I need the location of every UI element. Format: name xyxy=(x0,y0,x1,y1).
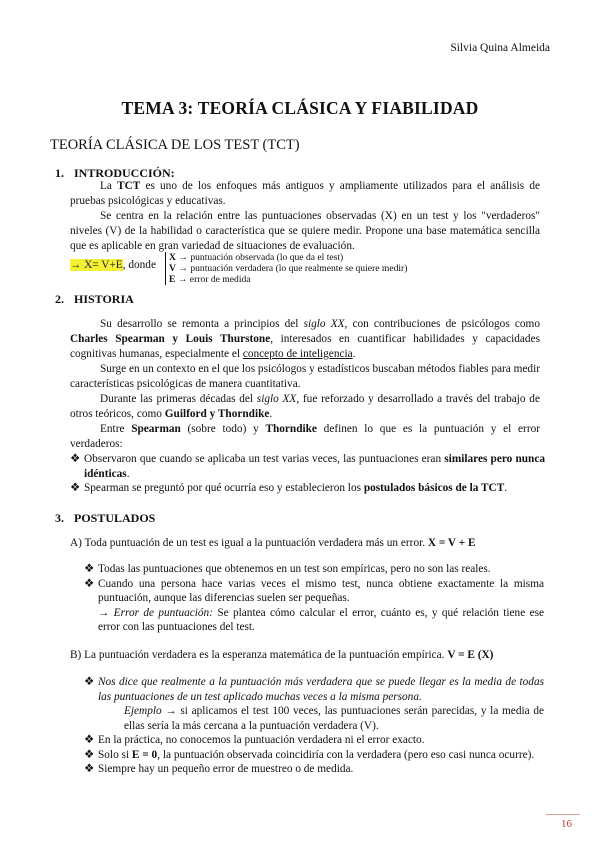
postulado-a: A) Toda puntuación de un test es igual a la puntuación verdadera más un error. X = V + E xyxy=(70,537,476,549)
diamond-bullet-icon: ❖ xyxy=(84,563,95,575)
names-spearman-thurstone: Charles Spearman y Louis Thurstone xyxy=(70,333,271,345)
section-heading-postulados xyxy=(55,511,155,526)
section-heading-text: HISTORIA xyxy=(74,292,134,306)
list-item: ❖ Siempre hay un pequeño error de muestreo o de medida. xyxy=(84,763,354,775)
page-number-rule xyxy=(546,814,580,815)
highlighted-formula: → X= V+E xyxy=(70,259,123,271)
historia-bullet-list xyxy=(70,452,545,496)
diamond-bullet-icon: ❖ xyxy=(84,748,95,761)
page-number: 16 xyxy=(561,818,572,830)
list-item: ❖ Cuando una persona hace varias veces el mismo test, nunca obtiene exactamente la misma puntuación, aunque las diferencias suelen ser pequeñas. xyxy=(84,577,544,604)
section-number: 1. xyxy=(55,166,64,180)
section-heading-text: INTRODUCCIÓN: xyxy=(74,166,175,180)
section-heading-text: POSTULADOS xyxy=(74,511,156,525)
postulado-a-bullets xyxy=(84,562,544,635)
list-item: ❖ Observaron que cuando se aplicaba un test varias veces, las puntuaciones eran similares pero nunca idénticas. xyxy=(70,453,545,480)
list-item: ❖ Spearman se preguntó por qué ocurría eso y establecieron los postulados básicos de la TCT. xyxy=(70,482,508,494)
diamond-bullet-icon: ❖ xyxy=(84,577,95,590)
section-number: 3. xyxy=(55,511,64,525)
diamond-bullet-icon: ❖ xyxy=(70,482,81,494)
list-item: ❖ En la práctica, no conocemos la puntuación verdadera ni el error exacto. xyxy=(84,734,425,746)
page-title: TEMA 3: TEORÍA CLÁSICA Y FIABILIDAD xyxy=(121,98,479,118)
list-item: → Error de puntuación: Se plantea cómo calcular el error, cuánto es, y qué relación tiene ese error con las puntuaciones del test. xyxy=(98,606,544,633)
diamond-bullet-icon: ❖ xyxy=(84,676,95,688)
paragraph-historia-4: Entre Spearman (sobre todo) y Thorndike definen lo que es la puntuación y el error verdaderos: xyxy=(70,423,540,450)
paragraph-historia-1: Su desarrollo se remonta a principios del siglo XX, con contribuciones de psicólogos como Charles Spearman y Louis Thurstone, interesados en cuantificar habilidades y capacidades cognitivas humanas, especialmente el concepto de inteligencia. xyxy=(70,318,540,360)
list-item-example: Ejemplo → si aplicamos el test 100 veces, las puntuaciones serán parecidas, y la media de ellas sería la más cercana a la puntuación verdadera (V). xyxy=(124,705,544,732)
paragraph-historia-2: Surge en un contexto en el que los psicólogos y estadísticos buscaban métodos fiables para medir características psicológicas de manera cuantitativa. xyxy=(70,363,540,390)
formula-line: → X= V+E, donde xyxy=(70,259,156,271)
diamond-bullet-icon: ❖ xyxy=(70,453,81,465)
definition-x: X → puntuación observada (lo que da el test) xyxy=(169,252,344,263)
section-heading-historia xyxy=(55,292,134,307)
list-item: ❖ Solo si E = 0, la puntuación observada coincidiría con la verdadera (pero eso casi nunca ocurre). xyxy=(84,748,535,761)
postulado-b-bullets xyxy=(84,675,544,777)
diamond-bullet-icon: ❖ xyxy=(84,763,95,775)
definition-e: E → error de medida xyxy=(169,274,251,285)
formula-b: V = E (X) xyxy=(447,649,494,661)
formula-a: X = V + E xyxy=(427,537,476,549)
paragraph-intro-1: La TCT es uno de los enfoques más antiguos y ampliamente utilizados para el análisis de pruebas psicológicas y educativas. xyxy=(70,180,540,207)
diamond-bullet-icon: ❖ xyxy=(84,734,95,746)
paragraph-historia-3: Durante las primeras décadas del siglo XX, fue reforzado y desarrollado a través del trabajo de otros teóricos, como Guilford y Thorndike. xyxy=(70,393,540,420)
concepto-inteligencia: concepto de inteligencia xyxy=(242,348,353,360)
paragraph-intro-2: Se centra en la relación entre las puntuaciones observadas (X) en un test y los "verdaderos" niveles (V) de la habilidad o característica que se quiere medir. Propone una base matemática sencilla que es aplicable en gran variedad de situaciones de evaluación. xyxy=(70,210,540,252)
section-number: 2. xyxy=(55,292,64,306)
list-item: ❖ Nos dice que realmente a la puntuación más verdadera que se puede llegar es la media de todas las puntuaciones de un test aplicado muchas veces a la misma persona. xyxy=(84,676,544,703)
names-guilford-thorndike: Guilford y Thorndike xyxy=(164,408,270,420)
section-subtitle: TEORÍA CLÁSICA DE LOS TEST (TCT) xyxy=(50,137,300,153)
formula-definitions xyxy=(165,252,407,285)
list-item: ❖ Todas las puntuaciones que obtenemos en un test son empíricas, pero no son las reales. xyxy=(84,563,491,575)
postulado-b: B) La puntuación verdadera es la esperanza matemática de la puntuación empírica. V = E (X) xyxy=(70,649,494,661)
author-name: Silvia Quina Almeida xyxy=(450,42,550,54)
definition-v: V → puntuación verdadera (lo que realmente se quiere medir) xyxy=(169,263,408,274)
term-tct: TCT xyxy=(117,180,141,192)
